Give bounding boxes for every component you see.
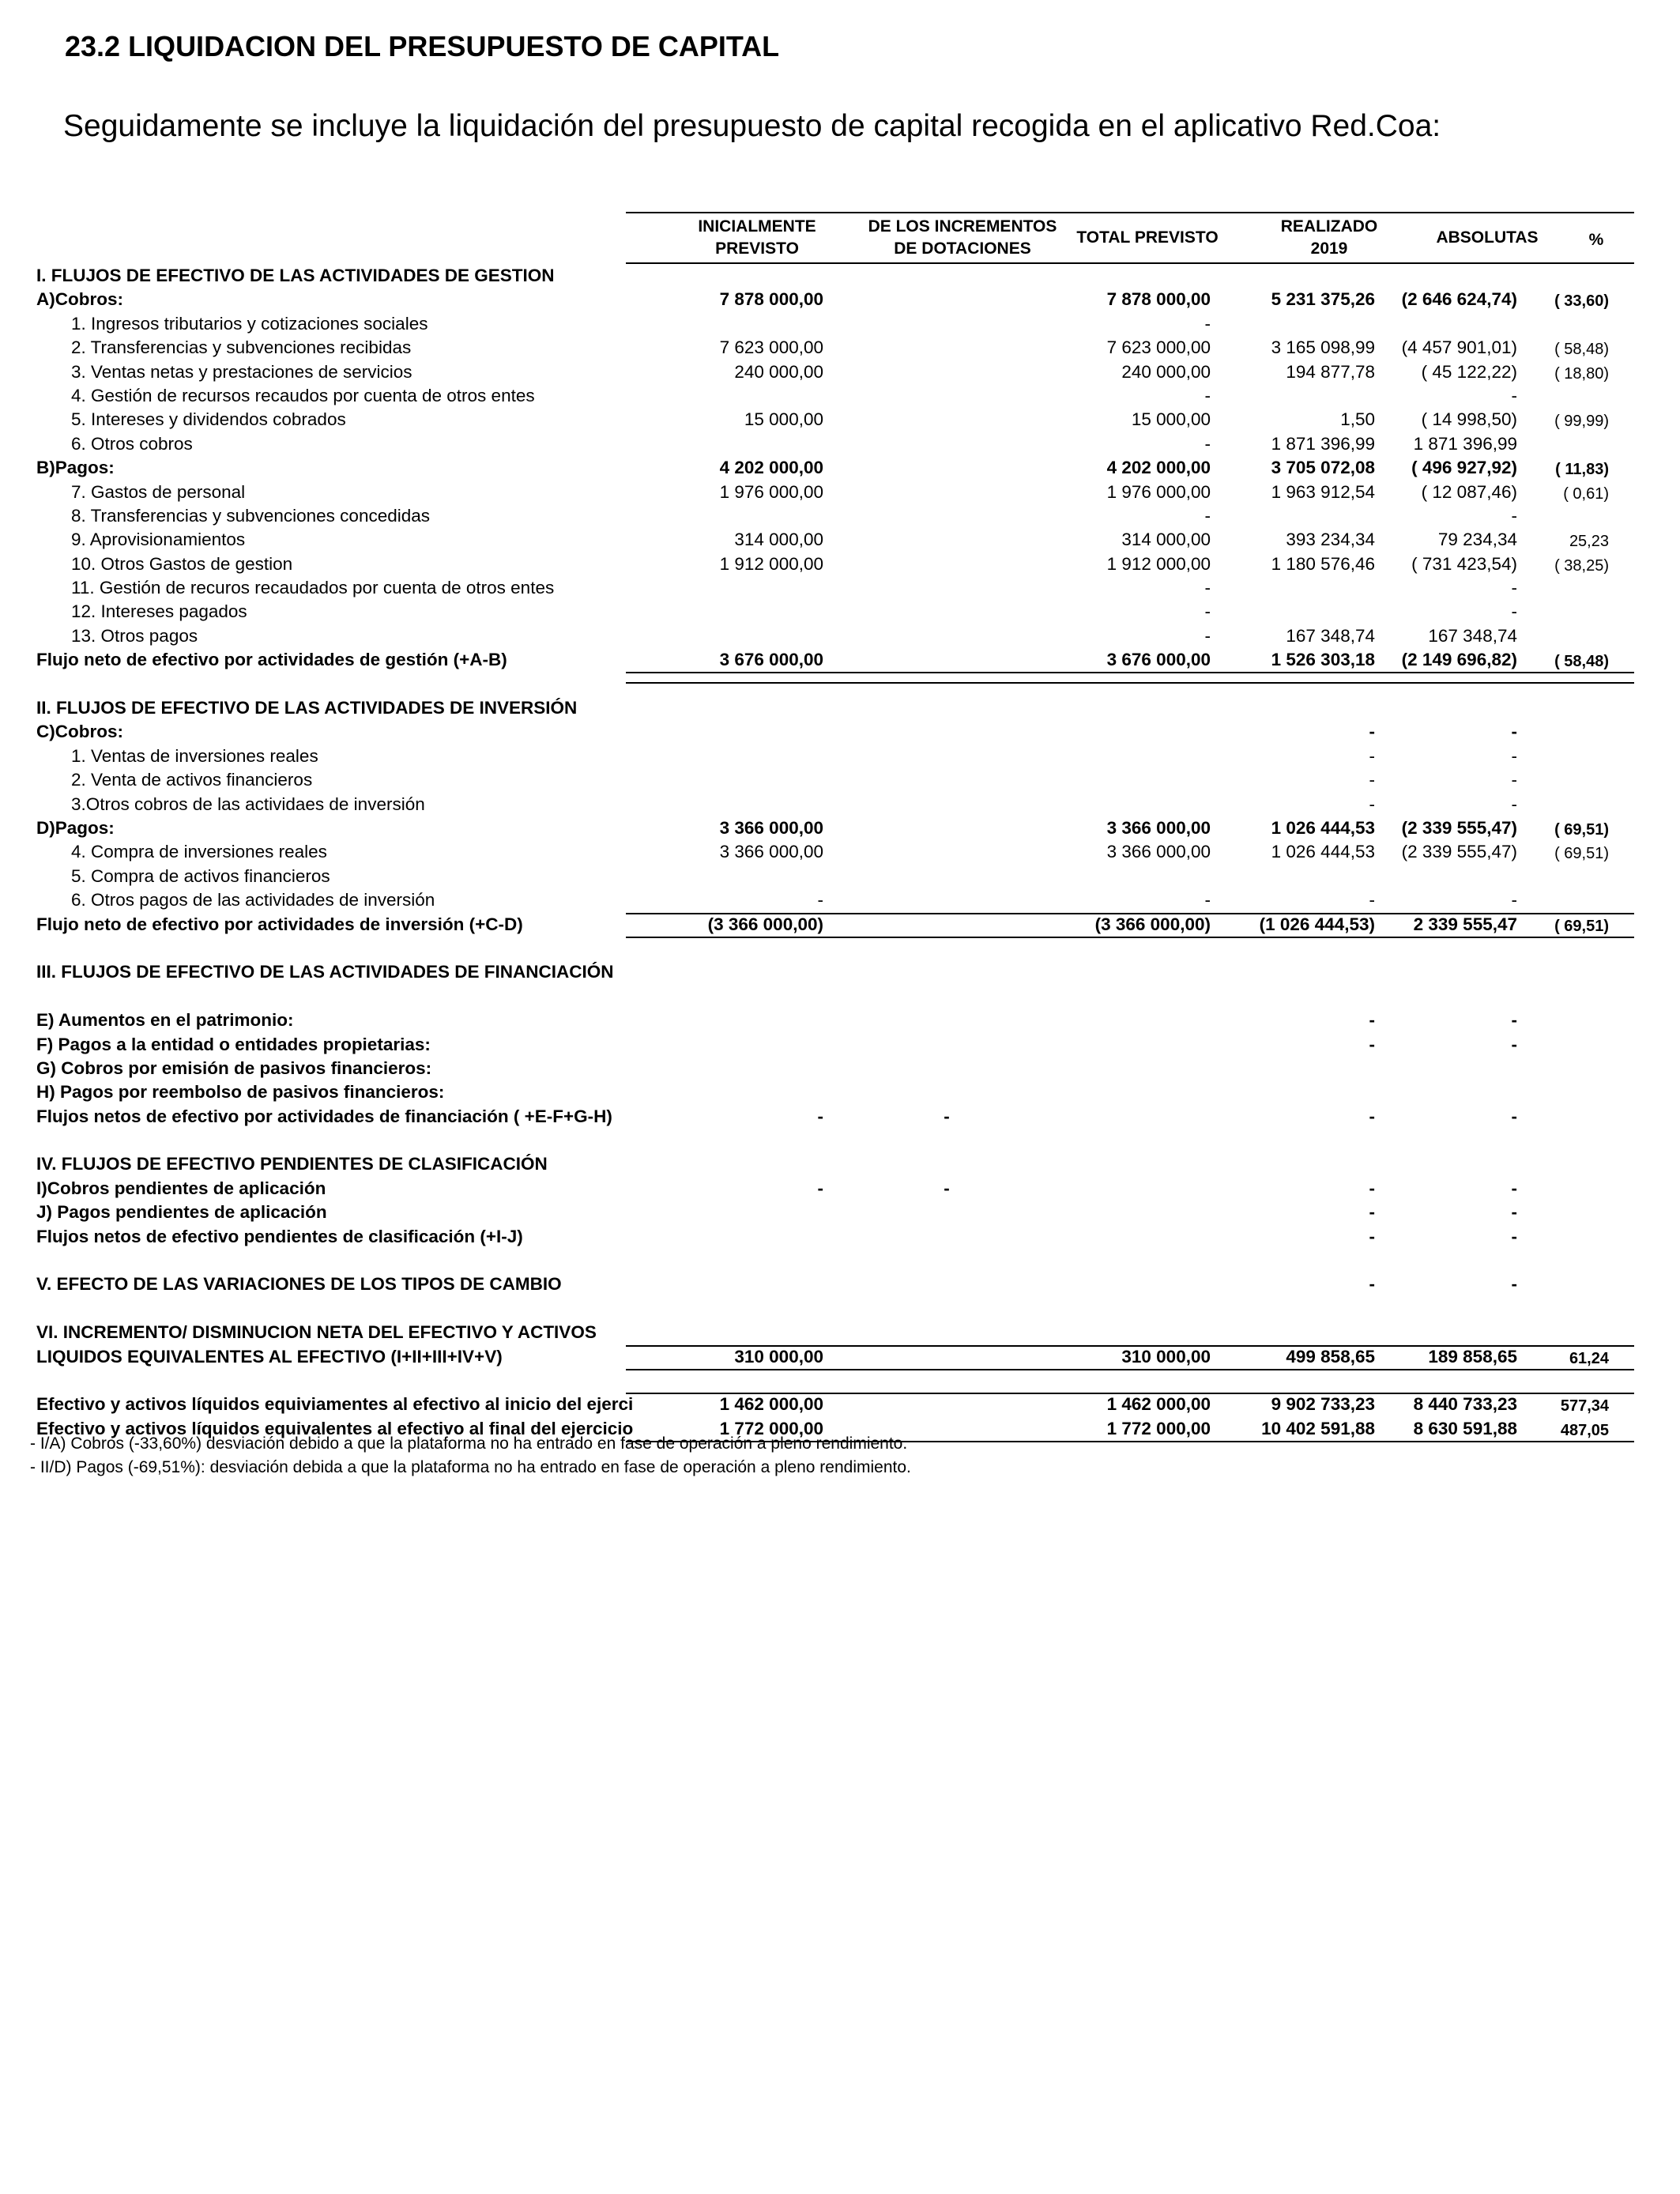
row-label: A)Cobros: — [36, 289, 123, 310]
table-row — [36, 745, 1634, 768]
row-label: J) Pagos pendientes de aplicación — [36, 1202, 327, 1223]
header-inicial — [678, 216, 836, 260]
cell-c3: 1 772 000,00 — [1106, 1418, 1211, 1438]
cell-c5: ( 496 927,92) — [1411, 458, 1517, 478]
cell-c4: 1 026 444,53 — [1271, 817, 1375, 838]
row-label: E) Aumentos en el patrimonio: — [36, 1010, 294, 1031]
row-label: 11. Gestión de recuros recaudados por cuenta de otros entes — [71, 578, 555, 598]
table-row — [36, 985, 1634, 1008]
cell-c4: - — [1369, 722, 1375, 742]
cell-c5: (2 149 696,82) — [1401, 650, 1517, 670]
row-label: I. FLUJOS DE EFECTIVO DE LAS ACTIVIDADES DE GESTION — [36, 266, 555, 285]
cell-c5: - — [1511, 794, 1517, 814]
cell-c6: 487,05 — [1560, 1421, 1609, 1439]
cell-c6: ( 33,60) — [1554, 292, 1609, 311]
cell-c6: ( 58,48) — [1554, 341, 1609, 359]
cell-c1: - — [817, 890, 823, 910]
row-label: Flujos netos de efectivo pendientes de clasificación (+I-J) — [36, 1226, 523, 1246]
table-row — [36, 937, 1634, 960]
cell-c5: - — [1511, 1274, 1517, 1295]
row-label: 1. Ingresos tributarios y cotizaciones sociales — [71, 313, 428, 334]
cell-c3: 1 976 000,00 — [1106, 481, 1211, 502]
row-label: 4. Gestión de recursos recaudos por cuenta de otros entes — [71, 385, 535, 405]
row-label: 6. Otros pagos de las actividades de inversión — [71, 890, 435, 910]
row-label: F) Pagos a la entidad o entidades propietarias: — [36, 1034, 431, 1054]
cell-c3: 1 912 000,00 — [1106, 553, 1211, 574]
row-label: I)Cobros pendientes de aplicación — [36, 1178, 326, 1198]
header-incr-line1: DE LOS INCREMENTOS — [868, 217, 1057, 236]
rule-line — [626, 1393, 1634, 1394]
cell-c5: - — [1511, 505, 1517, 526]
table-row — [36, 264, 1634, 288]
cell-c4: 1 963 912,54 — [1271, 481, 1375, 502]
cell-c1: 240 000,00 — [734, 361, 823, 382]
cell-c3: - — [1204, 385, 1211, 405]
table-body — [36, 264, 1634, 1441]
table-row — [36, 1105, 1634, 1129]
cell-c1: 314 000,00 — [734, 530, 823, 550]
header-real-line1: REALIZADO — [1280, 217, 1378, 236]
cell-c4: 3 165 098,99 — [1271, 337, 1375, 358]
cell-c6: ( 0,61) — [1563, 484, 1609, 503]
row-label: 2. Transferencias y subvenciones recibidas — [71, 337, 412, 358]
cell-c3: - — [1204, 578, 1211, 598]
row-label: 9. Aprovisionamientos — [71, 530, 246, 550]
cell-c6: 577,34 — [1560, 1397, 1609, 1416]
cell-c3: - — [1204, 890, 1211, 910]
cell-c5: ( 14 998,50) — [1421, 409, 1517, 430]
table-row — [36, 816, 1634, 840]
header-inicial-line1: INICIALMENTE — [698, 217, 816, 236]
cell-c6: 61,24 — [1569, 1349, 1609, 1367]
table-row — [36, 576, 1634, 600]
table-row — [36, 1225, 1634, 1249]
cell-c4: 5 231 375,26 — [1271, 289, 1375, 310]
cell-c4: - — [1369, 1202, 1375, 1223]
cell-c4: - — [1369, 1010, 1375, 1031]
cell-c4: 1 526 303,18 — [1271, 650, 1375, 670]
table-header — [626, 212, 1634, 264]
cell-c5: - — [1511, 722, 1517, 742]
row-label: C)Cobros: — [36, 722, 123, 742]
cell-c1: 3 366 000,00 — [719, 842, 823, 862]
table-row — [36, 1369, 1634, 1393]
cell-c6: 25,23 — [1569, 533, 1609, 551]
cell-c3: 15 000,00 — [1131, 409, 1211, 430]
cell-c3: (3 366 000,00) — [1094, 914, 1211, 934]
cell-c1: 1 772 000,00 — [719, 1418, 823, 1438]
table-row — [36, 528, 1634, 552]
rule-line — [626, 1345, 1634, 1347]
row-label: D)Pagos: — [36, 817, 115, 838]
table-row — [36, 1129, 1634, 1152]
cell-c5: - — [1511, 578, 1517, 598]
row-label: Efectivo y activos líquidos equivalentes al efectivo al final del ejercicio — [36, 1418, 634, 1438]
cell-c5: (4 457 901,01) — [1401, 337, 1517, 358]
row-label: 10. Otros Gastos de gestion — [71, 553, 293, 574]
table-row — [36, 1272, 1634, 1296]
cell-c6: ( 69,51) — [1554, 917, 1609, 935]
cell-c1: 310 000,00 — [734, 1346, 823, 1367]
cell-c5: 189 858,65 — [1428, 1346, 1517, 1367]
cell-c5: - — [1511, 1178, 1517, 1198]
table-row — [36, 336, 1634, 360]
table-row — [36, 840, 1634, 864]
cell-c3: 4 202 000,00 — [1106, 458, 1211, 478]
cell-c1: - — [817, 1178, 823, 1198]
row-label: Flujos netos de efectivo por actividades de financiación ( +E-F+G-H) — [36, 1106, 612, 1126]
cell-c5: (2 339 555,47) — [1401, 842, 1517, 862]
row-label: Flujo neto de efectivo por actividades de gestión (+A-B) — [36, 650, 507, 670]
cell-c5: 79 234,34 — [1437, 530, 1517, 550]
cell-c3: 3 676 000,00 — [1106, 650, 1211, 670]
cell-c1: (3 366 000,00) — [707, 914, 823, 934]
cell-c4: - — [1369, 1034, 1375, 1054]
cell-c1: 15 000,00 — [744, 409, 823, 430]
cell-c2: - — [944, 1106, 950, 1126]
cell-c6: ( 69,51) — [1554, 845, 1609, 863]
row-label: 4. Compra de inversiones reales — [71, 842, 327, 862]
cell-c3: - — [1204, 313, 1211, 334]
header-incrementos — [860, 216, 1065, 260]
header-total: TOTAL PREVISTO — [1076, 228, 1219, 247]
table-row — [36, 1177, 1634, 1201]
intro-paragraph: Seguidamente se incluye la liquidación del presupuesto de capital recogida en el aplicativo Red.Coa: — [63, 109, 1441, 143]
table-row — [36, 793, 1634, 816]
cell-c3: 240 000,00 — [1121, 361, 1211, 382]
cell-c4: - — [1369, 1178, 1375, 1198]
cell-c4: - — [1369, 1106, 1375, 1126]
row-label: G) Cobros por emisión de pasivos financieros: — [36, 1057, 432, 1078]
table-row — [36, 888, 1634, 912]
table-row — [36, 600, 1634, 624]
cell-c4: - — [1369, 890, 1375, 910]
cell-c1: 3 676 000,00 — [719, 650, 823, 670]
cell-c3: - — [1204, 625, 1211, 646]
cell-c4: - — [1369, 794, 1375, 814]
cell-c3: 7 878 000,00 — [1106, 289, 1211, 310]
cell-c3: 7 623 000,00 — [1106, 337, 1211, 358]
row-label: LIQUIDOS EQUIVALENTES AL EFECTIVO (I+II+III+IV+V) — [36, 1346, 503, 1367]
footnote: - I/A) Cobros (-33,60%) desviación debido a que la plataforma no ha entrado en fase de operación a pleno rendimiento. — [30, 1434, 908, 1453]
row-label: IV. FLUJOS DE EFECTIVO PENDIENTES DE CLASIFICACIÓN — [36, 1154, 548, 1174]
row-label: B)Pagos: — [36, 458, 115, 478]
cell-c5: (2 339 555,47) — [1401, 817, 1517, 838]
row-label: 8. Transferencias y subvenciones concedidas — [71, 505, 431, 526]
header-absolutas: ABSOLUTAS — [1436, 228, 1539, 247]
cell-c4: 499 858,65 — [1286, 1346, 1375, 1367]
cell-c5: - — [1511, 601, 1517, 622]
table-row — [36, 1080, 1634, 1104]
table-row — [36, 696, 1634, 720]
cell-c3: - — [1204, 433, 1211, 454]
table-row — [36, 384, 1634, 408]
cell-c3: 1 462 000,00 — [1106, 1394, 1211, 1415]
table-row — [36, 408, 1634, 432]
cell-c5: 167 348,74 — [1428, 625, 1517, 646]
cell-c5: - — [1511, 890, 1517, 910]
table-row — [36, 1249, 1634, 1272]
row-label: III. FLUJOS DE EFECTIVO DE LAS ACTIVIDADES DE FINANCIACIÓN — [36, 962, 614, 982]
row-label: 3.Otros cobros de las actividaes de inversión — [71, 794, 425, 814]
cell-c5: 2 339 555,47 — [1413, 914, 1517, 934]
header-pct: % — [1588, 231, 1604, 249]
row-label: V. EFECTO DE LAS VARIACIONES DE LOS TIPOS DE CAMBIO — [36, 1274, 562, 1295]
row-label: 3. Ventas netas y prestaciones de servicios — [71, 361, 412, 382]
table-row — [36, 312, 1634, 336]
cell-c3: - — [1204, 505, 1211, 526]
row-label: Efectivo y activos líquidos equiviamentes al efectivo al inicio del ejerci — [36, 1394, 634, 1415]
table-row — [36, 648, 1634, 672]
rule-line — [626, 913, 1634, 914]
table-row — [36, 1345, 1634, 1369]
cell-c5: (2 646 624,74) — [1401, 289, 1517, 310]
cell-c4: 9 902 733,23 — [1271, 1394, 1375, 1415]
table-row — [36, 1321, 1634, 1344]
cell-c4: 3 705 072,08 — [1271, 458, 1375, 478]
row-label: VI. INCREMENTO/ DISMINUCION NETA DEL EFECTIVO Y ACTIVOS — [36, 1322, 597, 1343]
table-row — [36, 552, 1634, 576]
footnote: - II/D) Pagos (-69,51%): desviación debida a que la plataforma no ha entrado en fase de operación a pleno rendimiento. — [30, 1458, 911, 1476]
cell-c5: ( 45 122,22) — [1421, 361, 1517, 382]
table-row — [36, 504, 1634, 528]
table-row — [36, 288, 1634, 311]
table-row — [36, 720, 1634, 744]
row-label: 7. Gastos de personal — [71, 481, 246, 502]
table-row — [36, 1152, 1634, 1176]
cell-c5: 1 871 396,99 — [1413, 433, 1517, 454]
cell-c1: 7 623 000,00 — [719, 337, 823, 358]
budget-table — [36, 212, 1634, 1441]
table-row — [36, 865, 1634, 888]
cell-c1: 7 878 000,00 — [719, 289, 823, 310]
table-row — [36, 481, 1634, 504]
row-label: 6. Otros cobros — [71, 433, 193, 454]
cell-c1: 1 912 000,00 — [719, 553, 823, 574]
table-row — [36, 960, 1634, 984]
cell-c4: 10 402 591,88 — [1261, 1418, 1375, 1438]
table-row — [36, 768, 1634, 792]
cell-c5: - — [1511, 1226, 1517, 1246]
row-label: II. FLUJOS DE EFECTIVO DE LAS ACTIVIDADES DE INVERSIÓN — [36, 698, 578, 718]
cell-c4: - — [1369, 745, 1375, 766]
cell-c6: ( 18,80) — [1554, 364, 1609, 383]
row-label: H) Pagos por reembolso de pasivos financieros: — [36, 1082, 445, 1103]
row-label: 12. Intereses pagados — [71, 601, 247, 622]
table-row — [36, 624, 1634, 648]
row-label: 1. Ventas de inversiones reales — [71, 745, 318, 766]
cell-c5: - — [1511, 1106, 1517, 1126]
row-label: 13. Otros pagos — [71, 625, 198, 646]
cell-c1: 3 366 000,00 — [719, 817, 823, 838]
table-row — [36, 456, 1634, 480]
table-row — [36, 673, 1634, 696]
row-label: 5. Compra de activos financieros — [71, 865, 330, 886]
cell-c5: 8 440 733,23 — [1413, 1394, 1517, 1415]
cell-c6: ( 69,51) — [1554, 820, 1609, 839]
row-label: Flujo neto de efectivo por actividades de inversión (+C-D) — [36, 914, 523, 934]
cell-c5: - — [1511, 745, 1517, 766]
cell-c1: 1 462 000,00 — [719, 1394, 823, 1415]
header-real-line2: 2019 — [1310, 239, 1348, 258]
cell-c4: 1 871 396,99 — [1271, 433, 1375, 454]
cell-c1: 1 976 000,00 — [719, 481, 823, 502]
cell-c2: - — [944, 1178, 950, 1198]
row-label: 2. Venta de activos financieros — [71, 770, 313, 790]
cell-c6: ( 99,99) — [1554, 413, 1609, 431]
cell-c6: ( 11,83) — [1555, 461, 1609, 479]
cell-c4: 167 348,74 — [1286, 625, 1375, 646]
cell-c4: 393 234,34 — [1286, 530, 1375, 550]
table-row — [36, 1033, 1634, 1057]
table-row — [36, 360, 1634, 384]
table-row — [36, 1393, 1634, 1416]
cell-c5: - — [1511, 1010, 1517, 1031]
table-row — [36, 432, 1634, 456]
rule-line — [626, 682, 1634, 684]
table-row — [36, 913, 1634, 937]
cell-c3: 3 366 000,00 — [1106, 817, 1211, 838]
cell-c4: - — [1369, 1274, 1375, 1295]
cell-c4: (1 026 444,53) — [1259, 914, 1375, 934]
cell-c3: 314 000,00 — [1121, 530, 1211, 550]
cell-c5: 8 630 591,88 — [1413, 1418, 1517, 1438]
cell-c4: 1 180 576,46 — [1271, 553, 1375, 574]
cell-c1: 4 202 000,00 — [719, 458, 823, 478]
cell-c4: - — [1369, 1226, 1375, 1246]
table-row — [36, 1057, 1634, 1080]
cell-c5: - — [1511, 385, 1517, 405]
table-row — [36, 1297, 1634, 1321]
header-realizado — [1250, 216, 1408, 260]
cell-c5: - — [1511, 1034, 1517, 1054]
cell-c5: - — [1511, 770, 1517, 790]
cell-c3: - — [1204, 601, 1211, 622]
row-label: 5. Intereses y dividendos cobrados — [71, 409, 346, 430]
cell-c4: 1,50 — [1340, 409, 1375, 430]
cell-c4: 194 877,78 — [1286, 361, 1375, 382]
cell-c6: ( 58,48) — [1554, 653, 1609, 671]
cell-c6: ( 38,25) — [1554, 556, 1609, 575]
footnotes — [30, 1432, 911, 1480]
header-inicial-line2: PREVISTO — [715, 239, 799, 258]
table-row — [36, 1201, 1634, 1224]
cell-c4: 1 026 444,53 — [1271, 842, 1375, 862]
table-row — [36, 1008, 1634, 1032]
cell-c4: - — [1369, 770, 1375, 790]
cell-c5: - — [1511, 1202, 1517, 1223]
cell-c3: 3 366 000,00 — [1106, 842, 1211, 862]
cell-c3: 310 000,00 — [1121, 1346, 1211, 1367]
cell-c5: ( 731 423,54) — [1411, 553, 1517, 574]
section-heading: 23.2 LIQUIDACION DEL PRESUPUESTO DE CAPITAL — [65, 30, 780, 62]
cell-c1: - — [817, 1106, 823, 1126]
cell-c5: ( 12 087,46) — [1421, 481, 1517, 502]
header-incr-line2: DE DOTACIONES — [894, 239, 1031, 258]
